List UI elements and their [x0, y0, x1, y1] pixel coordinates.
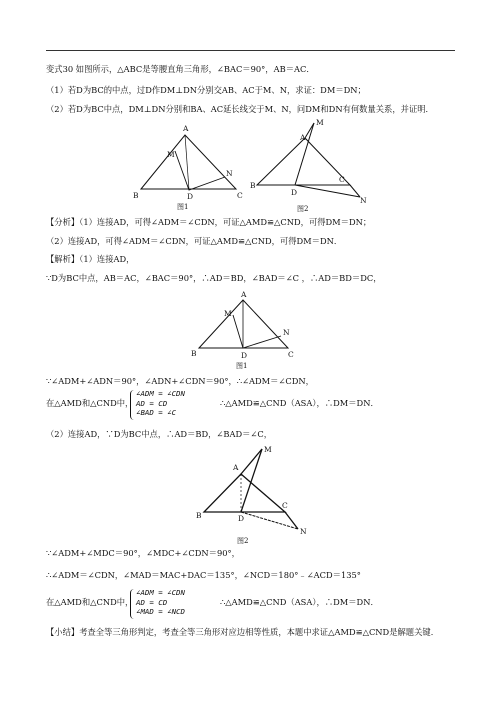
svg-text:D: D [187, 192, 194, 201]
svg-text:M: M [264, 445, 272, 454]
svg-text:M: M [224, 309, 232, 318]
svg-text:图1: 图1 [236, 362, 248, 370]
part-2: （2）连接AD，∵D为BC中点，∴AD＝BD，∠BAD＝∠C， [46, 429, 273, 439]
equation-system-1: ∠ADM = ∠CDN AD = CD ∠BAD = ∠C [136, 389, 185, 417]
svg-text:C: C [288, 350, 294, 359]
because-2: ∵∠ADM+∠ADN＝90°，∠ADN+∠CDN＝90°，∴∠ADM＝∠CDN， [46, 376, 314, 386]
figure-1-solution [191, 290, 294, 370]
figure-1-problem [133, 124, 243, 211]
svg-text:A: A [300, 133, 306, 142]
therefore-3: ∴∠ADM＝∠CDN，∠MAD＝MAC+DAC＝135°，∠NCD＝180°﹣∠ACD＝135° [46, 570, 361, 580]
svg-text:M: M [167, 150, 175, 159]
summary: 【小结】考查全等三角形判定，考查全等三角形对应边相等性质，本题中求证△AMD≌△CND是解题关键． [46, 627, 439, 637]
svg-text:D: D [291, 188, 298, 197]
svg-text:C: C [237, 191, 243, 200]
svg-text:B: B [191, 349, 197, 358]
svg-text:A: A [241, 290, 247, 299]
in-triangles-2: 在△AMD和△CND中， [46, 597, 134, 607]
svg-text:M: M [316, 118, 324, 127]
question-1: （1）若D为BC的中点，过D作DM⊥DN分别交AB、AC于M、N，求证：DM＝DN； [46, 85, 366, 95]
svg-text:N: N [300, 527, 307, 536]
svg-text:图1: 图1 [177, 203, 189, 211]
svg-text:C: C [282, 501, 288, 510]
svg-text:N: N [360, 196, 367, 205]
conclusion-1: ∴△AMD≌△CND（ASA），∴DM＝DN． [220, 398, 379, 408]
solution-start: 【解析】（1）连接AD， [46, 254, 135, 264]
conclusion-2: ∴△AMD≌△CND（ASA），∴DM＝DN． [220, 597, 379, 607]
analysis-2: （2）连接AD，可得∠ADM＝∠CDN，可证△AMD≌△CND，可得DM＝DN． [46, 236, 343, 246]
svg-text:C: C [339, 175, 345, 184]
figure-2-solution [196, 445, 307, 545]
svg-text:D: D [241, 351, 248, 360]
question-2: （2）若D为BC中点，DM⊥DN分别和BA、AC延长线交于M、N，问DM和DN有何数量关系，并证明． [46, 104, 434, 114]
in-triangles-1: 在△AMD和△CND中， [46, 398, 134, 408]
problem-statement: 变式30 如图所示，△ABC是等腰直角三角形，∠BAC＝90°，AB＝AC． [46, 64, 315, 74]
svg-text:B: B [133, 191, 139, 200]
svg-text:A: A [233, 463, 239, 472]
svg-text:B: B [196, 511, 202, 520]
analysis-1: 【分析】（1）连接AD，可得∠ADM＝∠CDN，可证△AMD≌△CND，可得DM＝DN； [46, 217, 372, 227]
svg-text:N: N [226, 169, 233, 178]
svg-text:B: B [250, 181, 256, 190]
svg-text:图2: 图2 [237, 537, 249, 545]
svg-text:A: A [183, 124, 189, 133]
equation-system-2: ∠ADM = ∠CDN AD = CD ∠MAD = ∠NCD [136, 588, 185, 616]
because-3: ∵∠ADM+∠MDC＝90°，∠MDC+∠CDN＝90°， [46, 548, 240, 558]
because-1: ∵D为BC中点，AB＝AC，∠BAC＝90°，∴AD＝BD，∠BAD＝∠C ，∴AD＝BD＝DC， [46, 273, 382, 283]
svg-text:N: N [283, 328, 290, 337]
figure-2-problem [250, 118, 367, 213]
svg-text:图2: 图2 [297, 205, 309, 213]
svg-text:D: D [238, 514, 245, 523]
